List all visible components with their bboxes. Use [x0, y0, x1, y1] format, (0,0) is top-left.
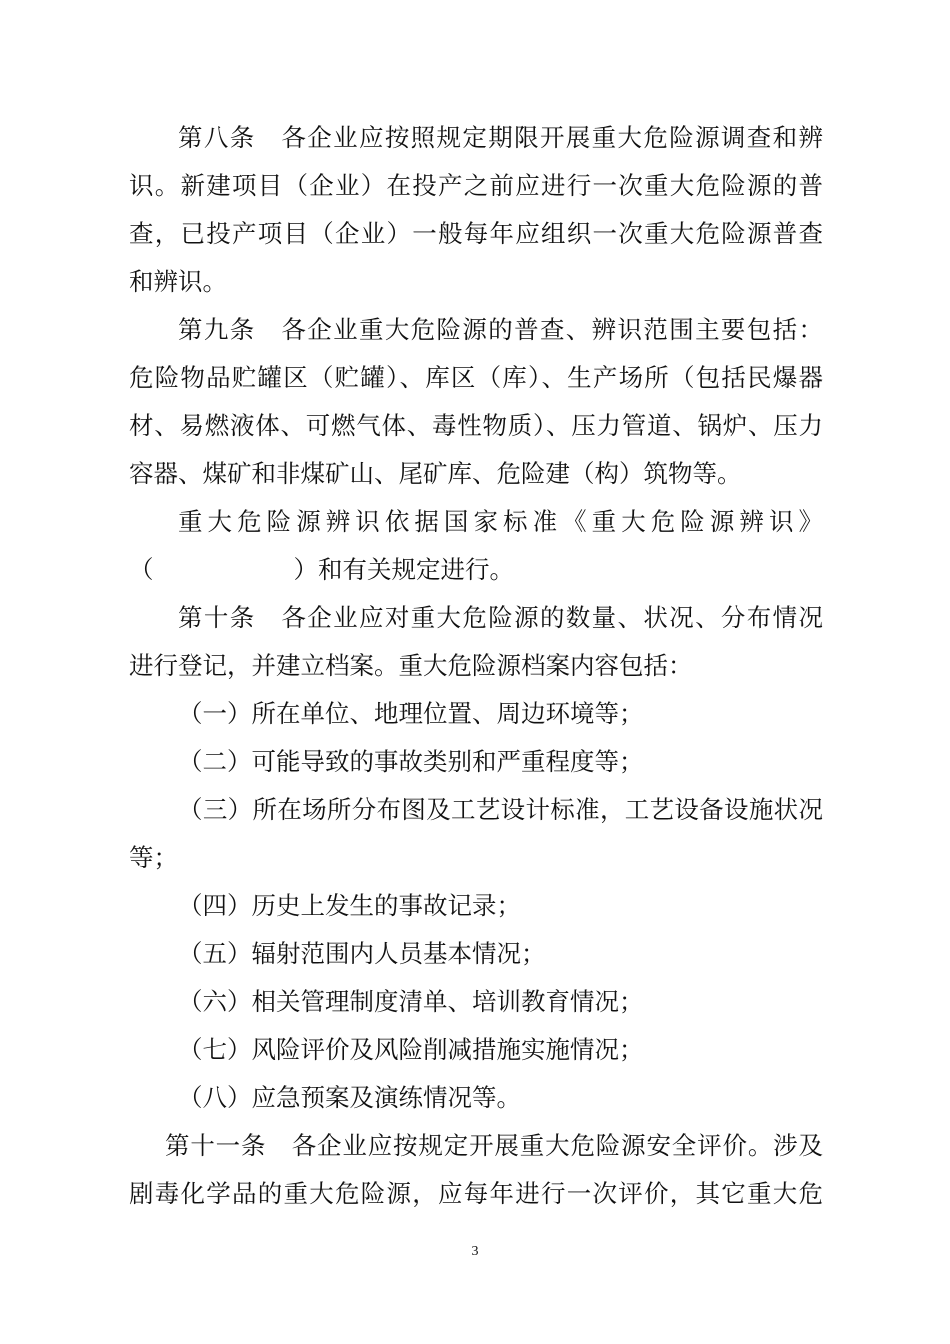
list-item: （八）应急预案及演练情况等。	[178, 1083, 521, 1112]
paren-close-text: ）和有关规定进行。	[293, 555, 514, 584]
list-item: （六）相关管理制度清单、培训教育情况；	[178, 987, 644, 1016]
text-line	[129, 547, 823, 593]
text-line: 和辨识。	[129, 267, 227, 296]
page-number: 3	[471, 1244, 479, 1259]
text-line: 重大危险源辨识依据国家标准《重大危险源辨识》	[178, 507, 823, 536]
open-paren: （	[129, 555, 154, 584]
text-line: 第十一条 各企业应按规定开展重大危险源安全评价。涉及	[165, 1131, 823, 1160]
text-line: 进行登记，并建立档案。重大危险源档案内容包括：	[129, 651, 693, 680]
list-item: （五）辐射范围内人员基本情况；	[178, 939, 546, 968]
text-line: 识。新建项目（企业）在投产之前应进行一次重大危险源的普	[129, 171, 823, 200]
text-line: 材、易燃液体、可燃气体、毒性物质）、压力管道、锅炉、压力	[129, 411, 823, 440]
text-line: 等；	[129, 843, 178, 872]
text-line: 第十条 各企业应对重大危险源的数量、状况、分布情况	[178, 603, 823, 632]
text-line: 查，已投产项目（企业）一般每年应组织一次重大危险源普查	[129, 219, 823, 248]
list-item: （三）所在场所分布图及工艺设计标准，工艺设备设施状况	[178, 795, 823, 824]
list-item: （二）可能导致的事故类别和严重程度等；	[178, 747, 644, 776]
text-line: 容器、煤矿和非煤矿山、尾矿库、危险建（构）筑物等。	[129, 459, 742, 488]
text-line: 剧毒化学品的重大危险源，应每年进行一次评价，其它重大危	[129, 1179, 823, 1208]
list-item: （四）历史上发生的事故记录；	[178, 891, 521, 920]
list-item: （七）风险评价及风险削减措施实施情况；	[178, 1035, 644, 1064]
text-line: 第八条 各企业应按照规定期限开展重大危险源调查和辨	[178, 123, 823, 152]
list-item: （一）所在单位、地理位置、周边环境等；	[178, 699, 644, 728]
text-line: 第九条 各企业重大危险源的普查、辨识范围主要包括：	[178, 315, 823, 344]
text-line: 危险物品贮罐区（贮罐）、库区（库）、生产场所（包括民爆器	[129, 363, 823, 392]
